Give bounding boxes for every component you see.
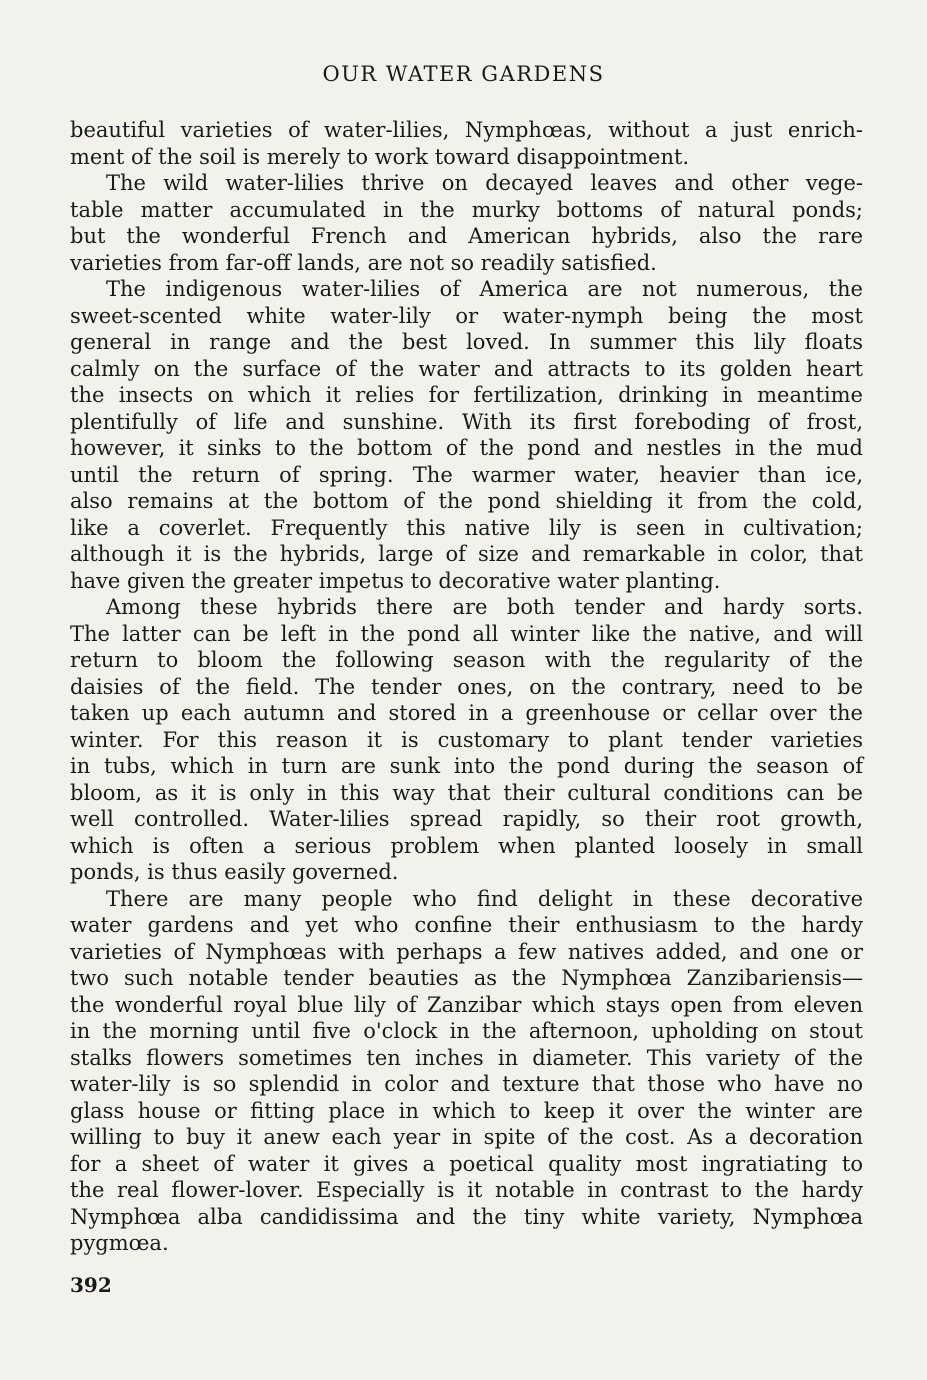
text-line: winter. For this reason it is customary to plant tender varieties bbox=[70, 727, 863, 752]
text-line: The wild water-lilies thrive on decayed leaves and other vege- bbox=[106, 171, 863, 195]
text-line: The latter can be left in the pond all winter like the native, and will bbox=[70, 621, 863, 646]
text-line: like a coverlet. Frequently this native lily is seen in cultivation; bbox=[70, 515, 863, 540]
text-line: daisies of the field. The tender ones, on the contrary, need to be bbox=[70, 674, 863, 699]
text-line: ponds, is thus easily governed. bbox=[70, 860, 399, 884]
text-line: Nymphœa alba candidissima and the tiny white variety, Nymphœa bbox=[70, 1204, 863, 1229]
text-line: bloom, as it is only in this way that their cultural conditions can be bbox=[70, 780, 863, 805]
text-line: in the morning until five o'clock in the afternoon, upholding on stout bbox=[70, 1019, 863, 1043]
text-line: well controlled. Water-lilies spread rapidly, so their root growth, bbox=[70, 807, 863, 831]
text-line: plentifully of life and sunshine. With its first foreboding of frost, bbox=[70, 409, 863, 434]
text-line: pygmœa. bbox=[70, 1231, 169, 1255]
text-line: water-lily is so splendid in color and texture that those who have no bbox=[70, 1072, 863, 1096]
text-line: for a sheet of water it gives a poetical quality most ingratiating to bbox=[70, 1151, 863, 1176]
text-line: which is often a serious problem when planted loosely in small bbox=[70, 833, 863, 858]
text-line: The indigenous water-lilies of America are not numerous, the bbox=[106, 277, 863, 301]
page-number: 392 bbox=[70, 1273, 112, 1297]
text-line: table matter accumulated in the murky bottoms of natural ponds; bbox=[70, 197, 863, 222]
text-line: calmly on the surface of the water and attracts to its golden heart bbox=[70, 356, 863, 381]
text-line: sweet-scented white water-lily or water-nymph being the most bbox=[70, 303, 863, 328]
text-line: general in range and the best loved. In summer this lily floats bbox=[70, 330, 863, 354]
text-line: have given the greater impetus to decorative water planting. bbox=[70, 568, 721, 593]
text-line: Among these hybrids there are both tender and hardy sorts. bbox=[106, 595, 863, 619]
text-line: return to bloom the following season with the regularity of the bbox=[70, 648, 863, 672]
text-line: although it is the hybrids, large of size and remarkable in color, that bbox=[70, 542, 863, 566]
text-line: ment of the soil is merely to work toward disappointment. bbox=[70, 144, 690, 169]
text-line: stalks flowers sometimes ten inches in diameter. This variety of the bbox=[70, 1045, 863, 1070]
text-line: varieties from far-off lands, are not so readily satisfied. bbox=[70, 250, 657, 275]
text-line: willing to buy it anew each year in spite of the cost. As a decoration bbox=[70, 1125, 863, 1149]
text-line: however, it sinks to the bottom of the pond and nestles in the mud bbox=[70, 436, 863, 460]
body-text bbox=[70, 117, 863, 1257]
text-line: There are many people who find delight in these decorative bbox=[106, 886, 863, 911]
text-line: in tubs, which in turn are sunk into the pond during the season of bbox=[70, 754, 863, 778]
text-line: water gardens and yet who confine their enthusiasm to the hardy bbox=[70, 913, 863, 937]
text-line: two such notable tender beauties as the Nymphœa Zanzibariensis— bbox=[70, 966, 863, 990]
text-line: but the wonderful French and American hybrids, also the rare bbox=[70, 224, 863, 248]
text-line: the wonderful royal blue lily of Zanzibar which stays open from eleven bbox=[70, 992, 863, 1017]
text-line: taken up each autumn and stored in a greenhouse or cellar over the bbox=[70, 701, 863, 725]
running-head: OUR WATER GARDENS bbox=[322, 62, 605, 86]
text-line: beautiful varieties of water-lilies, Nymphœas, without a just enrich- bbox=[70, 118, 863, 142]
text-line: glass house or fitting place in which to keep it over the winter are bbox=[70, 1098, 863, 1123]
text-line: also remains at the bottom of the pond shielding it from the cold, bbox=[70, 489, 863, 513]
text-line: until the return of spring. The warmer water, heavier than ice, bbox=[70, 462, 863, 487]
text-line: varieties of Nymphœas with perhaps a few natives added, and one or bbox=[70, 939, 863, 964]
text-line: the real flower-lover. Especially is it notable in contrast to the hardy bbox=[70, 1178, 863, 1202]
text-line: the insects on which it relies for fertilization, drinking in meantime bbox=[70, 383, 863, 407]
